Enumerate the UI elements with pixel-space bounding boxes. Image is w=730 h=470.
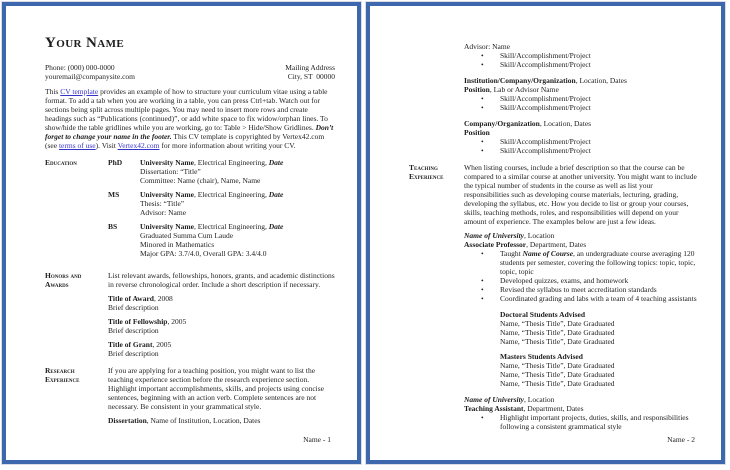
bullet-text <box>500 146 699 155</box>
advised-student-line: Name, “Thesis Title”, Date Graduated <box>500 328 615 337</box>
text-segment: Major GPA: 3.7/4.0, Overall GPA: 3.4/4.0 <box>140 249 267 258</box>
list-item <box>481 285 699 294</box>
text-segment: Skill/Accomplishment/Project <box>500 60 591 69</box>
text-segment: provides an example of how to structure your curriculum vitae using a table format. To add a tab when you are working in a table, you can press Ctrl+tab. Watch out for sections being split across multiple pages. You may need to insert more rows and create headings such as “Publications (continued)”, or add white space to fix widow/orphan lines. To show/hide the table gridlines while you are working, go to: Table > Hide/Show Gridlines. <box>45 87 328 132</box>
list-item <box>481 94 699 103</box>
text-segment: , an undergraduate course averaging 120 students per semester, covering the following topics: topic, topic, topic, topic <box>500 249 696 276</box>
section-honors <box>45 271 335 358</box>
text-segment: Dissertation: “Title” <box>140 167 201 176</box>
text-segment: Associate Professor <box>464 240 527 249</box>
text-segment: University Name <box>140 222 194 231</box>
section-teaching <box>409 163 699 431</box>
text-segment: Coordinated grading and labs with a team of 4 teaching assistants <box>500 294 697 303</box>
education-entry-bs <box>108 222 335 258</box>
text-segment: , Name of Institution, Location, Dates <box>146 416 261 425</box>
bullet-text <box>500 103 699 112</box>
bullet-list <box>481 413 699 431</box>
text-segment: Position <box>464 85 490 94</box>
education-line <box>140 208 335 217</box>
advised-student-line: Name, “Thesis Title”, Date Graduated <box>500 319 615 328</box>
page-footer: Name - 2 <box>667 435 695 444</box>
bullet-text <box>500 249 699 276</box>
bullet-icon: • <box>481 137 484 146</box>
text-segment: , Electrical Engineering, <box>193 190 269 199</box>
role-line <box>464 240 699 249</box>
hyperlink[interactable]: CV template <box>60 87 99 96</box>
text-segment: , Department, Dates <box>526 240 587 249</box>
text-segment: , Department, Dates <box>523 404 584 413</box>
contact-right <box>285 63 335 81</box>
advised-heading: Masters Students Advised <box>500 352 583 361</box>
text-segment: Advisor: Name <box>464 42 511 51</box>
intro-paragraph <box>45 87 335 150</box>
bullet-icon: • <box>481 294 484 303</box>
masters-students-advised <box>500 352 699 388</box>
section-label-education: Education <box>45 158 77 167</box>
bullet-icon: • <box>481 146 484 155</box>
research-entry <box>108 416 335 425</box>
text-segment: Institution/Company/Organization <box>464 76 576 85</box>
education-line <box>140 249 335 258</box>
text-segment: Name of Course <box>522 249 574 258</box>
teaching-description: When listing courses, include a brief description so that the course can be compared to a similar course at another university. You might want to include the typical number of students in the course as well as list your responsibilities such as developing course materials, lecturing, grading, developing the syllabus, etc. How you decide to list or group your courses, skills, teaching methods, roles, and responsibilities will depend on your amount of experience. The examples below are just a few ideas. <box>464 163 697 226</box>
text-segment: Skill/Accomplishment/Project <box>500 137 591 146</box>
bullet-text <box>500 60 699 69</box>
list-item <box>481 413 699 431</box>
section-education <box>45 158 335 263</box>
text-segment: This CV template is copyrighted by Vertex42.com (see <box>45 132 325 150</box>
section-label-honors: Honors and Awards <box>45 271 82 289</box>
university-line <box>464 395 699 404</box>
text-segment: Date <box>268 222 284 231</box>
award-title <box>108 294 335 303</box>
text-segment: , Location, Dates <box>539 119 592 128</box>
contact-left <box>45 63 135 81</box>
text-segment: Date <box>268 190 284 199</box>
bullet-icon: • <box>481 276 484 285</box>
list-item <box>481 294 699 303</box>
email-line: youremail@companysite.com <box>45 72 136 81</box>
education-entry-phd <box>108 158 335 185</box>
bullet-list <box>481 249 699 303</box>
text-segment: Title of Fellowship <box>108 317 168 326</box>
bullet-text <box>500 413 699 431</box>
text-segment: Name of University <box>464 395 524 404</box>
text-segment: Revised the syllabus to meet accreditation standards <box>500 285 657 294</box>
bullet-icon: • <box>481 51 484 60</box>
list-item <box>481 51 699 60</box>
bullet-icon: • <box>481 60 484 69</box>
experience-line <box>464 119 699 128</box>
teaching-position <box>464 395 699 431</box>
award-description: Brief description <box>108 349 159 358</box>
text-segment: Company/Organization <box>464 119 540 128</box>
hyperlink[interactable]: terms of use <box>58 141 96 150</box>
text-segment: Committee: Name (chair), Name, Name <box>140 176 261 185</box>
advised-student-line: Name, “Thesis Title”, Date Graduated <box>500 361 615 370</box>
award-title <box>108 317 335 326</box>
teaching-content <box>464 163 699 431</box>
award-title <box>108 340 335 349</box>
text-segment: Don’t forget to change your name in the footer. <box>45 123 334 141</box>
text-segment: Minored in Mathematics <box>140 240 215 249</box>
text-segment: , Location <box>524 231 555 240</box>
text-segment: , 2008 <box>153 294 173 303</box>
education-line <box>140 167 335 176</box>
text-segment: for more information about writing your CV. <box>159 141 296 150</box>
award-item <box>108 317 335 335</box>
bullet-icon: • <box>481 249 484 258</box>
text-segment: Highlight important projects, duties, skills, and responsibilities following a consistent grammatical style <box>500 413 689 431</box>
education-entry-lines <box>140 222 335 258</box>
role-line <box>464 404 699 413</box>
text-segment: , 2005 <box>167 317 187 326</box>
bullet-text <box>500 51 699 60</box>
text-segment: Thesis: “Title” <box>140 199 185 208</box>
section-label-teaching: Teaching Experience <box>409 163 444 181</box>
doctoral-students-advised <box>500 310 699 346</box>
degree-label: BS <box>108 222 118 231</box>
page-footer: Name - 1 <box>303 435 331 444</box>
list-item <box>481 137 699 146</box>
section-label-research: Research Experience <box>45 366 80 384</box>
research-continued <box>409 42 699 155</box>
section-research <box>45 366 335 425</box>
text-segment: Taught <box>500 249 523 258</box>
bullet-list <box>481 51 699 69</box>
bullet-text <box>500 276 699 285</box>
text-segment: Teaching Assistant <box>464 404 524 413</box>
award-description: Brief description <box>108 303 159 312</box>
education-line <box>140 190 335 199</box>
experience-group <box>464 76 699 112</box>
text-segment: , Electrical Engineering, <box>193 158 269 167</box>
text-segment: , Lab or Advisor Name <box>489 85 559 94</box>
advised-student-line: Name, “Thesis Title”, Date Graduated <box>500 379 615 388</box>
text-segment: Skill/Accomplishment/Project <box>500 94 591 103</box>
bullet-list <box>481 137 699 155</box>
research-description: If you are applying for a teaching position, you might want to list the teaching experience section before the research experience section. Highlight important accomplishments, skills, and projects using concise sentences, beginning with an action verb. Complete sentences are not necessary. Be consistent in your grammatical style. <box>108 366 325 411</box>
honors-content <box>108 271 335 358</box>
advised-student-line: Name, “Thesis Title”, Date Graduated <box>500 370 615 379</box>
list-item <box>481 103 699 112</box>
list-item <box>481 276 699 285</box>
text-segment: Skill/Accomplishment/Project <box>500 103 591 112</box>
education-line <box>140 199 335 208</box>
page-title: Your Name <box>45 35 125 51</box>
page-1-content <box>6 6 357 460</box>
education-line <box>140 158 335 167</box>
award-item <box>108 340 335 358</box>
experience-group <box>464 119 699 155</box>
page-2-content <box>370 6 721 460</box>
section-label-empty <box>409 42 464 155</box>
text-segment: Date <box>268 158 284 167</box>
experience-line <box>464 76 699 85</box>
text-segment: Skill/Accomplishment/Project <box>500 51 591 60</box>
text-segment: , Electrical Engineering, <box>193 222 269 231</box>
list-item <box>481 249 699 276</box>
bullet-text <box>500 285 699 294</box>
research-continued-content <box>464 42 699 155</box>
bullet-text <box>500 94 699 103</box>
list-item <box>481 146 699 155</box>
text-segment: Title of Grant <box>108 340 153 349</box>
phone-line: Phone: (000) 000-0000 <box>45 63 115 72</box>
advised-student-line: Name, “Thesis Title”, Date Graduated <box>500 337 615 346</box>
university-line <box>464 231 699 240</box>
text-segment: ). Visit <box>95 141 118 150</box>
experience-line <box>464 128 699 137</box>
text-segment: Position <box>464 128 490 137</box>
bullet-icon: • <box>481 413 484 422</box>
cv-page-2 <box>366 2 725 464</box>
cv-page-1 <box>2 2 361 464</box>
text-segment: Skill/Accomplishment/Project <box>500 146 591 155</box>
text-segment: Dissertation <box>108 416 147 425</box>
education-entry-lines <box>140 158 335 185</box>
bullet-icon: • <box>481 285 484 294</box>
bullet-icon: • <box>481 103 484 112</box>
text-segment: Graduated Summa Cum Laude <box>140 231 234 240</box>
education-entry-lines <box>140 190 335 217</box>
text-segment: Name of University <box>464 231 524 240</box>
city-state-line: City, ST 00000 <box>287 72 335 81</box>
education-line <box>140 222 335 231</box>
experience-line <box>464 85 699 94</box>
hyperlink[interactable]: Vertex42.com <box>117 141 160 150</box>
bullet-text <box>500 294 699 303</box>
education-entry-ms <box>108 190 335 217</box>
bullet-text <box>500 137 699 146</box>
text-segment: Title of Award <box>108 294 154 303</box>
text-segment: Advisor: Name <box>140 208 187 217</box>
research-content <box>108 366 335 425</box>
text-segment: University Name <box>140 158 194 167</box>
education-line <box>140 176 335 185</box>
text-segment: This <box>45 87 61 96</box>
text-segment: Developed quizzes, exams, and homework <box>500 276 629 285</box>
text-segment: , 2005 <box>152 340 172 349</box>
bullet-list <box>481 94 699 112</box>
education-content <box>108 158 335 263</box>
contact-block <box>45 63 335 81</box>
award-description: Brief description <box>108 326 159 335</box>
award-item <box>108 294 335 312</box>
honors-description: List relevant awards, fellowships, honors, grants, and academic distinctions in reverse chronological order. Include a short description if necessary. <box>108 271 335 289</box>
advised-heading: Doctoral Students Advised <box>500 310 586 319</box>
experience-group <box>464 42 699 69</box>
bullet-icon: • <box>481 94 484 103</box>
degree-label: MS <box>108 190 120 199</box>
degree-label: PhD <box>108 158 123 167</box>
experience-line <box>464 42 699 51</box>
text-segment: University Name <box>140 190 194 199</box>
education-line <box>140 231 335 240</box>
mailing-address-line: Mailing Address <box>285 63 335 72</box>
text-segment: , Location, Dates <box>575 76 627 85</box>
teaching-position <box>464 231 699 303</box>
text-segment: , Location <box>524 395 555 404</box>
list-item <box>481 60 699 69</box>
education-line <box>140 240 335 249</box>
